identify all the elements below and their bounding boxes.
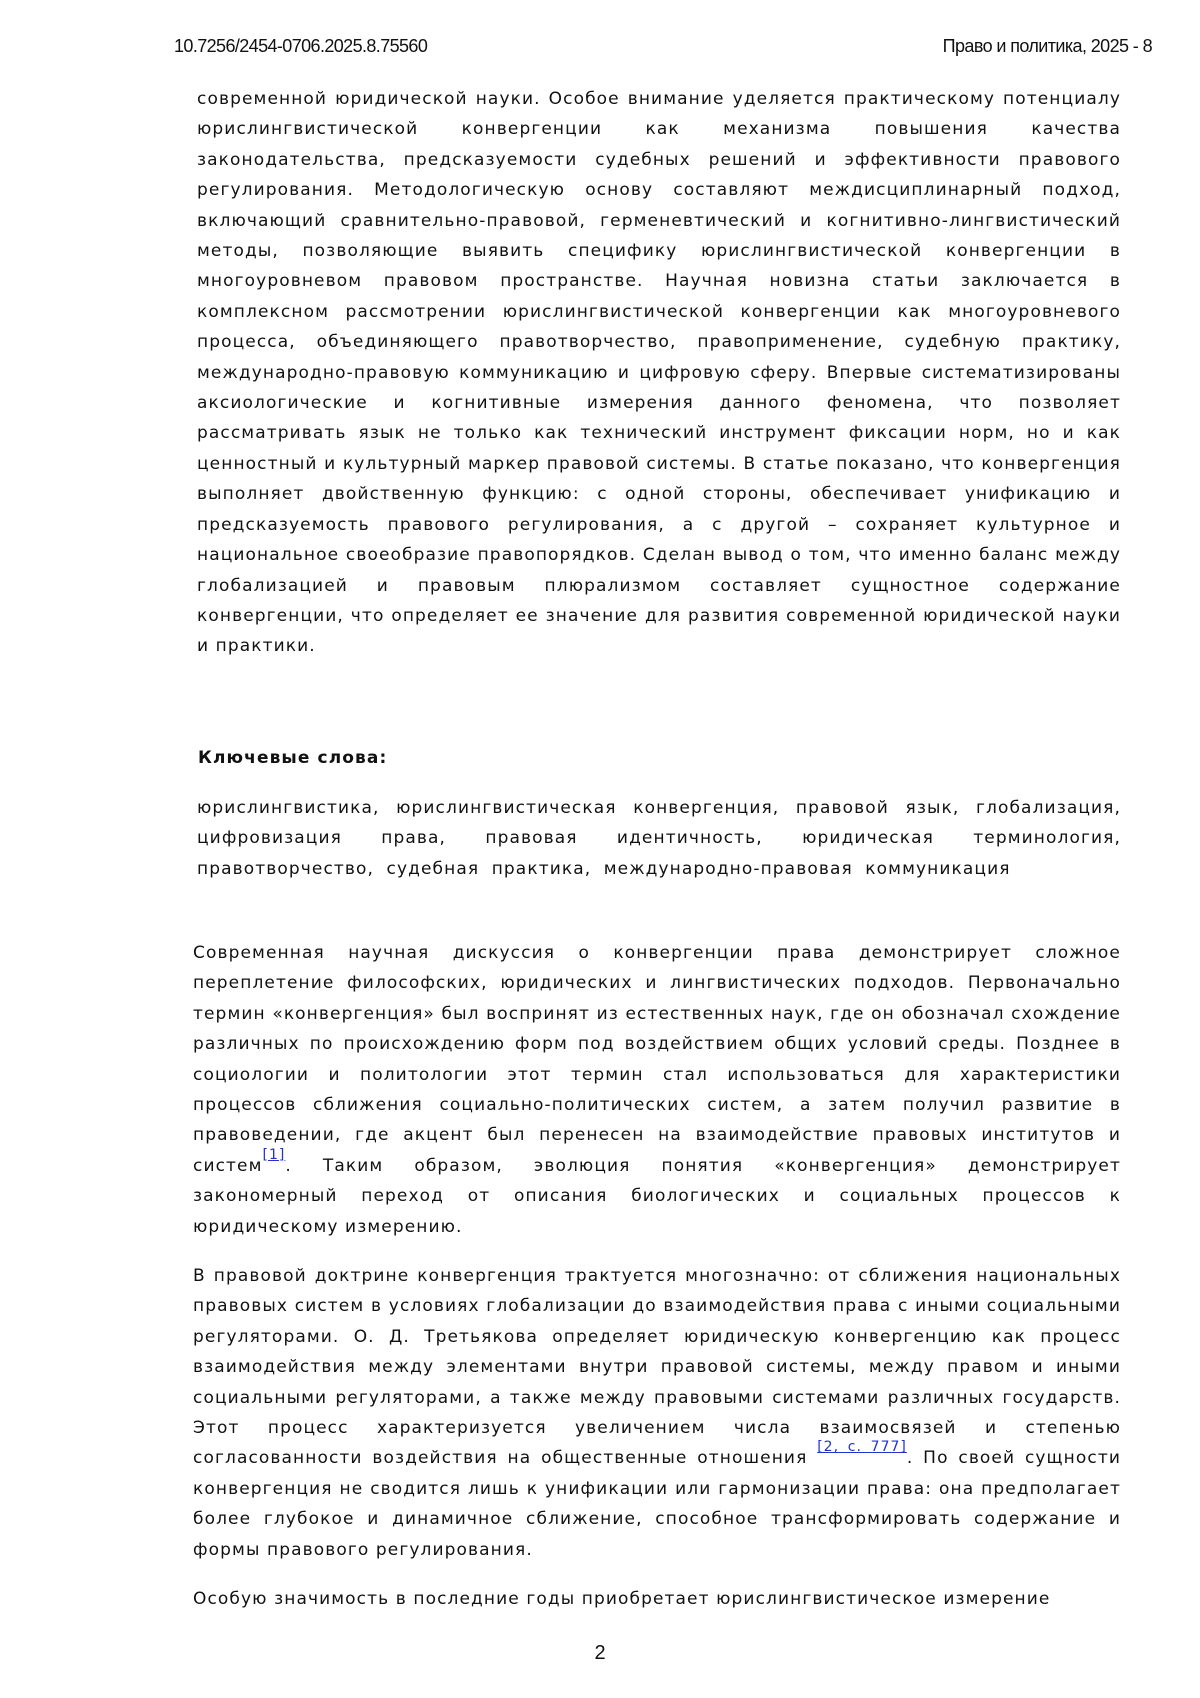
paragraph-text: Современная научная дискуссия о конвергенции права демонстрирует сложное переплетение философских, юридических и лингвистических подходов. Первоначально термин «конвергенция» был воспринят из естественных наук, где он обозначал схождение различных по происхождению форм под воздействием общих условий среды. Позднее в социологии и политологии этот термин стал использоваться для характеристики процессов сближения социально-политических систем, а затем получил развитие в правоведении, где акцент был перенесен на взаимодействие правовых институтов и систем [193,943,1121,1176]
journal-issue: Право и политика, 2025 - 8 [943,36,1152,57]
keywords-list: юрислингвистика, юрислингвистическая конвергенция, правовой язык, глобализация, цифровизация права, правовая идентичность, юридическая терминология, правотворчество, судебная практика, международно-правовая коммуникация [197,793,1121,884]
citation-ref-2 [817,1439,907,1455]
citation-link-1[interactable]: [1] [263,1147,286,1163]
paragraph-text: В правовой доктрине конвергенция трактуется многозначно: от сближения национальных правовых систем в условиях глобализации до взаимодействия права с иными социальными регуляторами. О. Д. Третьякова определяет юридическую конвергенцию как процесс взаимодействия между элементами внутри правовой системы, между правом и иными социальными регуляторами, а также между правовыми системами различных государств. Этот процесс характеризуется увеличением числа взаимосвязей и степенью согласованности воздействия на общественные отношения [193,1266,1121,1468]
doi-text: 10.7256/2454-0706.2025.8.75560 [174,36,427,57]
page-number: 2 [0,1642,1200,1665]
running-header [174,36,1152,60]
paragraph-text: . Таким образом, эволюция понятия «конвергенция» демонстрирует закономерный переход от описания биологических и социальных процессов к юридическому измерению. [193,1156,1121,1237]
citation-link-2[interactable]: [2, с. 777] [817,1439,907,1455]
body-paragraph-1 [193,938,1121,1242]
keywords-heading: Ключевые слова: [198,743,1200,773]
paragraph-text: . По своей сущности конвергенция не сводится лишь к унификации или гармонизации права: она предполагает более глубокое и динамичное сближение, способное трансформировать содержание и формы правового регулирования. [193,1448,1121,1559]
abstract-paragraph: современной юридической науки. Особое внимание уделяется практическому потенциалу юрислингвистической конвергенции как механизма повышения качества законодательства, предсказуемости судебных решений и эффективности правового регулирования. Методологическую основу составляют междисциплинарный подход, включающий сравнительно-правовой, герменевтический и когнитивно-лингвистический методы, позволяющие выявить специфику юрислингвистической конвергенции в многоуровневом правовом пространстве. Научная новизна статьи заключается в комплексном рассмотрении юрислингвистической конвергенции как многоуровневого процесса, объединяющего правотворчество, правоприменение, судебную практику, международно-правовую коммуникацию и цифровую сферу. Впервые систематизированы аксиологические и когнитивные измерения данного феномена, что позволяет рассматривать язык не только как технический инструмент фиксации норм, но и как ценностный и культурный маркер правовой системы. В статье показано, что конвергенция выполняет двойственную функцию: с одной стороны, обеспечивает унификацию и предсказуемость правового регулирования, а с другой – сохраняет культурное и национальное своеобразие правопорядков. Сделан вывод о том, что именно баланс между глобализацией и правовым плюрализмом составляет сущностное содержание конвергенции, что определяет ее значение для развития современной юридической науки и практики. [197,84,1121,662]
page-content [0,84,1200,1614]
body-paragraph-3: Особую значимость в последние годы приобретает юрислингвистическое измерение [193,1584,1121,1614]
body-paragraph-2 [193,1261,1121,1565]
citation-ref-1 [263,1147,286,1163]
